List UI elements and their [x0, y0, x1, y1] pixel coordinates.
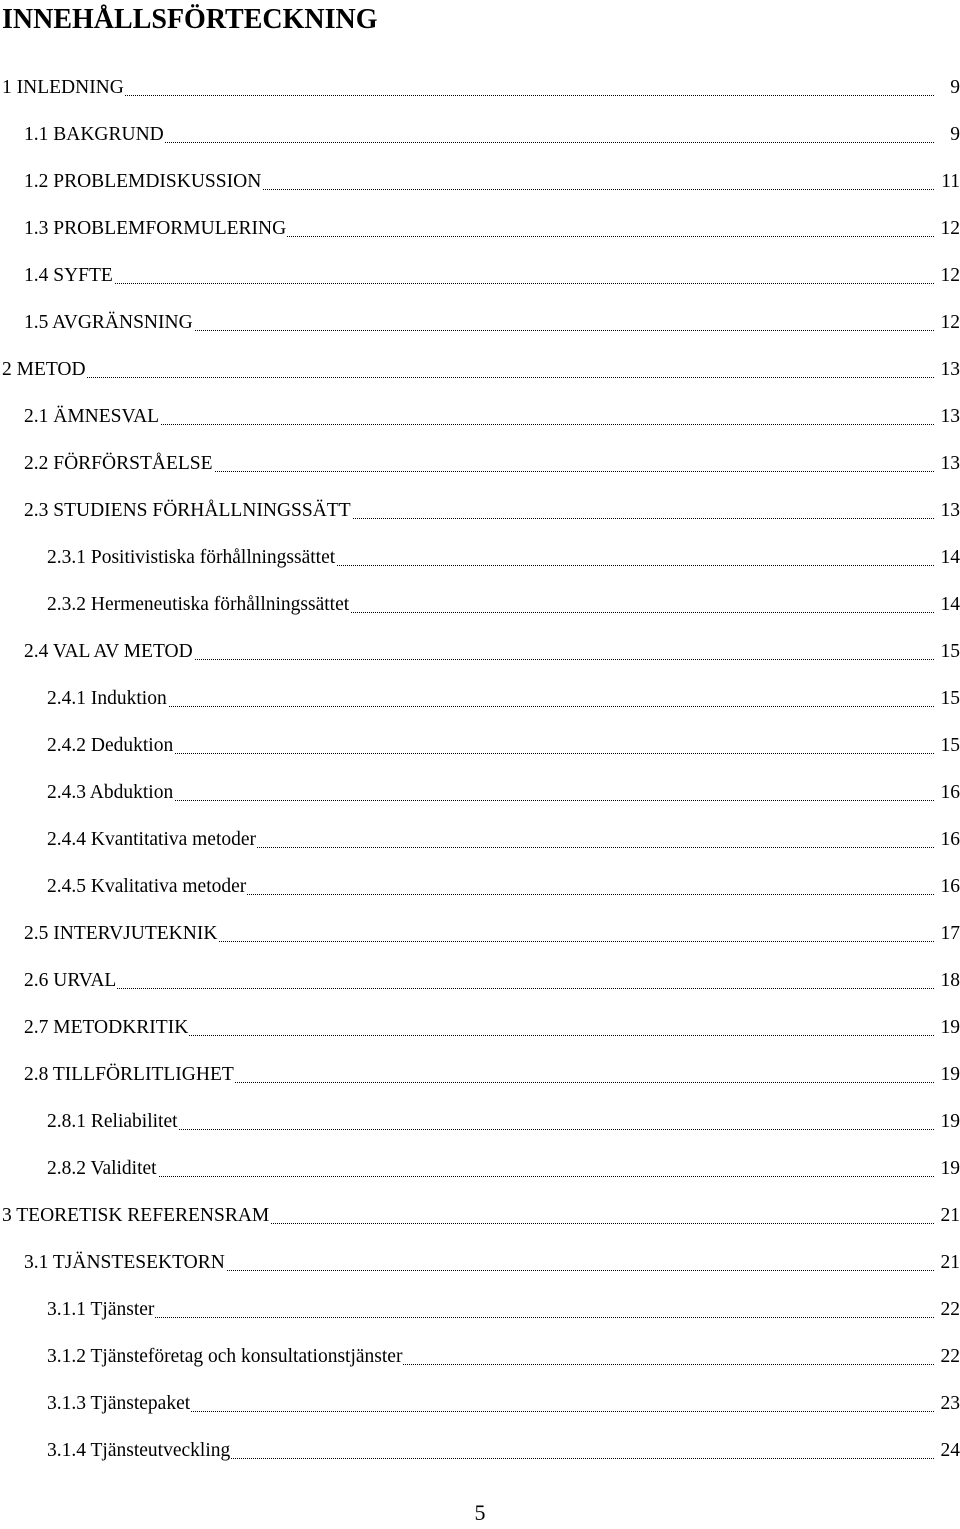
toc-entry-label: 2.3 STUDIENS FÖRHÅLLNINGSSÄTT: [24, 487, 352, 534]
toc-entry[interactable]: [0, 440, 960, 487]
toc-entry-label: 3.1.3 Tjänstepaket: [47, 1380, 191, 1427]
toc-entry-label: 2.6 URVAL: [24, 957, 117, 1004]
toc-entry-page-number: 19: [940, 1145, 960, 1192]
toc-entry-label: 2 METOD: [2, 346, 87, 393]
toc-entry-label: 2.8.2 Validitet: [47, 1145, 158, 1192]
toc-entry-page-number: 13: [940, 346, 960, 393]
toc-entry-label: 3.1 TJÄNSTESEKTORN: [24, 1239, 226, 1286]
toc-entry-label: 2.3.1 Positivistiska förhållningssättet: [47, 534, 336, 581]
toc-entry[interactable]: [0, 1051, 960, 1098]
toc-entry[interactable]: [0, 1004, 960, 1051]
toc-entry-page-number: 17: [940, 910, 960, 957]
toc-entry-page-number: 13: [940, 393, 960, 440]
toc-entry-page-number: 15: [940, 722, 960, 769]
toc-entry-page-number: 14: [940, 534, 960, 581]
toc-entry[interactable]: [0, 581, 960, 628]
toc-entry-page-number: 15: [940, 628, 960, 675]
toc-entry-label: 3 TEORETISK REFERENSRAM: [2, 1192, 270, 1239]
toc-entry-label: 3.1.1 Tjänster: [47, 1286, 155, 1333]
toc-entry-page-number: 9: [949, 64, 960, 111]
toc-entry[interactable]: [0, 534, 960, 581]
toc-entry[interactable]: [0, 299, 960, 346]
toc-entry[interactable]: [0, 1239, 960, 1286]
toc-entry[interactable]: [0, 675, 960, 722]
toc-entry-label: 3.1.4 Tjänsteutveckling: [47, 1427, 231, 1474]
table-of-contents: [0, 64, 960, 1474]
toc-entry-page-number: 13: [940, 440, 960, 487]
toc-entry[interactable]: [0, 957, 960, 1004]
toc-entry-label: 1.1 BAKGRUND: [24, 111, 165, 158]
dot-leader: [24, 988, 934, 989]
toc-entry[interactable]: [0, 816, 960, 863]
toc-entry-label: 2.4.4 Kvantitativa metoder: [47, 816, 257, 863]
toc-entry-label: 2.4.5 Kvalitativa metoder: [47, 863, 247, 910]
dot-leader: [47, 1129, 934, 1130]
toc-entry-page-number: 11: [940, 158, 960, 205]
toc-entry-page-number: 16: [940, 863, 960, 910]
toc-entry-page-number: 12: [940, 205, 960, 252]
page-number: 5: [474, 1500, 486, 1525]
toc-entry-label: 2.4.2 Deduktion: [47, 722, 174, 769]
toc-entry-label: 2.8 TILLFÖRLITLIGHET: [24, 1051, 235, 1098]
toc-entry[interactable]: [0, 1286, 960, 1333]
toc-entry[interactable]: [0, 393, 960, 440]
toc-entry-page-number: 22: [940, 1333, 960, 1380]
dot-leader: [47, 800, 934, 801]
toc-entry-label: 1 INLEDNING: [2, 64, 125, 111]
dot-leader: [47, 1317, 934, 1318]
toc-entry-page-number: 12: [940, 299, 960, 346]
page-title: INNEHÅLLSFÖRTECKNING: [2, 4, 378, 35]
toc-entry[interactable]: [0, 1427, 960, 1474]
toc-entry-label: 2.1 ÄMNESVAL: [24, 393, 160, 440]
dot-leader: [2, 377, 934, 378]
toc-entry-label: 3.1.2 Tjänsteföretag och konsultationstjänster: [47, 1333, 403, 1380]
toc-entry-page-number: 15: [940, 675, 960, 722]
toc-entry-label: 2.8.1 Reliabilitet: [47, 1098, 179, 1145]
toc-entry-label: 2.4 VAL AV METOD: [24, 628, 194, 675]
toc-entry-page-number: 14: [940, 581, 960, 628]
toc-entry[interactable]: [0, 769, 960, 816]
toc-entry-label: 2.3.2 Hermeneutiska förhållningssättet: [47, 581, 350, 628]
toc-entry-page-number: 21: [940, 1192, 960, 1239]
toc-entry-page-number: 19: [940, 1051, 960, 1098]
dot-leader: [47, 706, 934, 707]
toc-entry-label: 2.2 FÖRFÖRSTÅELSE: [24, 440, 214, 487]
toc-entry-label: 1.2 PROBLEMDISKUSSION: [24, 158, 262, 205]
toc-entry-page-number: 12: [940, 252, 960, 299]
toc-entry-page-number: 19: [940, 1004, 960, 1051]
toc-entry-label: 2.4.3 Abduktion: [47, 769, 174, 816]
dot-leader: [2, 95, 934, 96]
dot-leader: [24, 283, 934, 284]
toc-entry-label: 1.4 SYFTE: [24, 252, 114, 299]
dot-leader: [47, 753, 934, 754]
toc-entry[interactable]: [0, 1145, 960, 1192]
toc-entry[interactable]: [0, 910, 960, 957]
dot-leader: [47, 1176, 934, 1177]
toc-entry[interactable]: [0, 1098, 960, 1145]
toc-entry-page-number: 24: [940, 1427, 960, 1474]
toc-entry-page-number: 9: [949, 111, 960, 158]
toc-entry[interactable]: [0, 1380, 960, 1427]
toc-entry[interactable]: [0, 628, 960, 675]
toc-entry[interactable]: [0, 252, 960, 299]
toc-entry-page-number: 13: [940, 487, 960, 534]
toc-entry-page-number: 16: [940, 816, 960, 863]
toc-entry-page-number: 21: [940, 1239, 960, 1286]
toc-entry[interactable]: [0, 111, 960, 158]
toc-entry[interactable]: [0, 487, 960, 534]
toc-entry-page-number: 23: [940, 1380, 960, 1427]
toc-entry-label: 1.3 PROBLEMFORMULERING: [24, 205, 287, 252]
toc-entry[interactable]: [0, 158, 960, 205]
toc-entry-label: 2.7 METODKRITIK: [24, 1004, 189, 1051]
toc-entry[interactable]: [0, 863, 960, 910]
toc-entry-page-number: 22: [940, 1286, 960, 1333]
toc-entry-label: 1.5 AVGRÄNSNING: [24, 299, 194, 346]
toc-entry-label: 2.4.1 Induktion: [47, 675, 168, 722]
toc-entry[interactable]: [0, 64, 960, 111]
toc-entry[interactable]: [0, 346, 960, 393]
toc-entry-page-number: 19: [940, 1098, 960, 1145]
toc-entry[interactable]: [0, 205, 960, 252]
toc-entry[interactable]: [0, 1333, 960, 1380]
toc-entry[interactable]: [0, 1192, 960, 1239]
toc-entry-label: 2.5 INTERVJUTEKNIK: [24, 910, 218, 957]
toc-entry-page-number: 18: [940, 957, 960, 1004]
toc-entry-page-number: 16: [940, 769, 960, 816]
toc-entry[interactable]: [0, 722, 960, 769]
dot-leader: [24, 424, 934, 425]
